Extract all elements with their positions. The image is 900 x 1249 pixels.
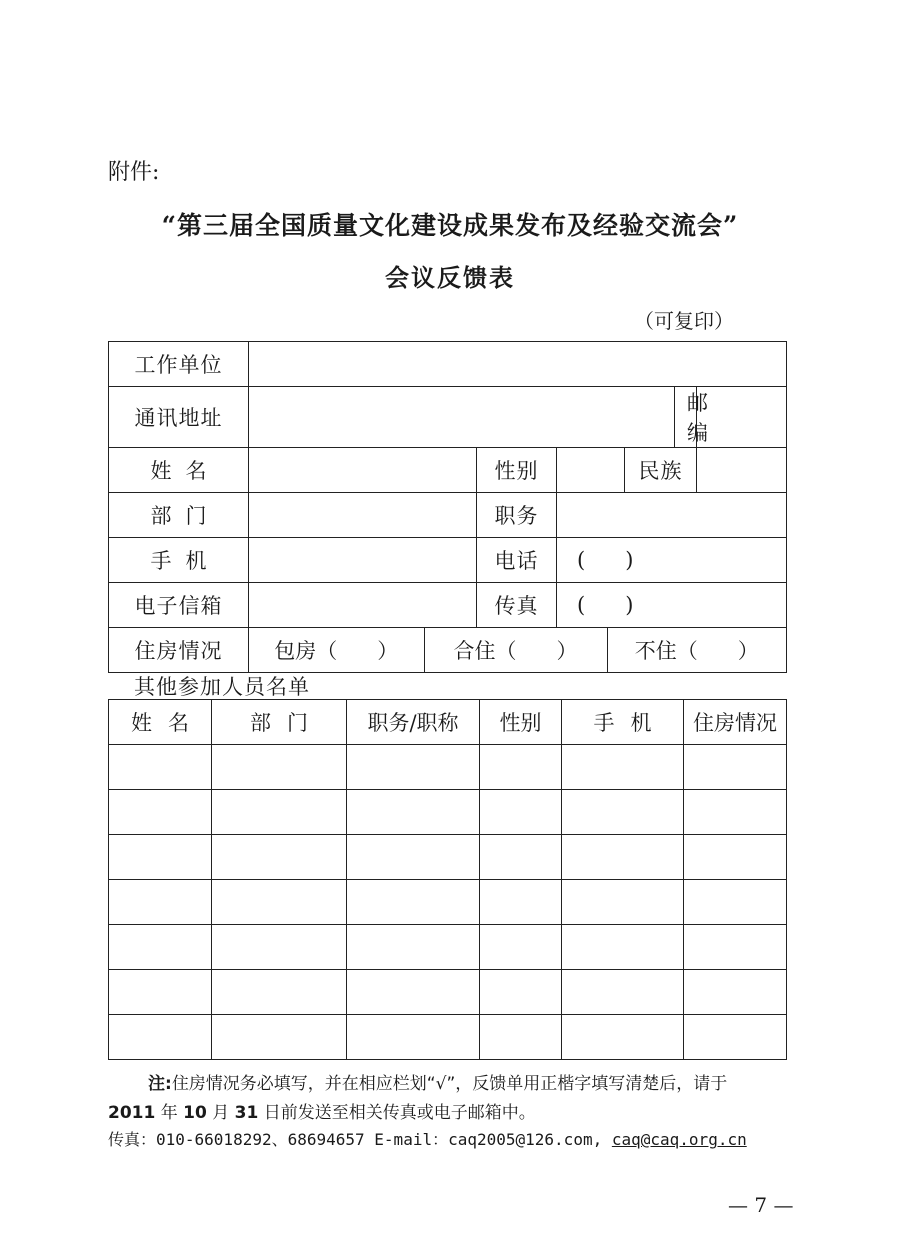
work-unit-field[interactable] [249, 342, 787, 387]
department-field[interactable] [249, 493, 477, 538]
note-prefix: 注: [148, 1074, 172, 1094]
form-row-address [109, 387, 787, 448]
col-header-mobile: 手机 [562, 700, 684, 745]
mobile-label: 手机 [109, 538, 249, 583]
page-number: — 7 — [728, 1193, 794, 1217]
phone-field[interactable] [557, 538, 787, 583]
housing-option-none[interactable]: 不住（ ） [634, 639, 759, 663]
copyable-note: （可复印） [634, 309, 734, 333]
form-row-email [109, 583, 787, 628]
col-header-housing: 住房情况 [684, 700, 787, 745]
close-paren: ) [625, 548, 634, 572]
form-row-work-unit [109, 342, 787, 387]
department-label: 部门 [109, 493, 249, 538]
phone-label: 电话 [477, 538, 557, 583]
other-attendees-label: 其他参加人员名单 [134, 675, 310, 699]
col-header-name: 姓名 [109, 700, 212, 745]
form-row-department [109, 493, 787, 538]
fax-field[interactable] [557, 583, 787, 628]
col-header-department: 部门 [212, 700, 347, 745]
housing-option-suite[interactable]: 包房（ ） [249, 628, 424, 672]
email-field[interactable] [249, 583, 477, 628]
position-field[interactable] [557, 493, 787, 538]
note-line-2: 2011 年 10 月 31 日前发送至相关传真或电子邮箱中。 [108, 1103, 536, 1123]
gender-field[interactable] [557, 448, 625, 493]
registration-form-table [108, 341, 787, 673]
contact-text: 传真：010-66018292、68694657 E-mail：caq2005@126.com, [108, 1130, 603, 1149]
address-label: 通讯地址 [109, 387, 249, 448]
table-row [109, 925, 787, 970]
col-header-gender: 性别 [480, 700, 562, 745]
form-row-mobile [109, 538, 787, 583]
col-header-title: 职务/职称 [347, 700, 480, 745]
close-paren: ) [625, 593, 634, 617]
email-label: 电子信箱 [109, 583, 249, 628]
open-paren: ( [577, 548, 586, 572]
open-paren: ( [577, 593, 586, 617]
attachment-label: 附件: [108, 160, 160, 185]
ethnicity-label: 民族 [625, 448, 697, 493]
name-label: 姓名 [109, 448, 249, 493]
other-attendees-table [108, 699, 787, 1060]
housing-option-shared[interactable]: 合住（ ） [424, 628, 607, 672]
work-unit-label: 工作单位 [109, 342, 249, 387]
table-row [109, 970, 787, 1015]
table-row [109, 880, 787, 925]
fax-label: 传真 [477, 583, 557, 628]
postcode-label: 邮编 [675, 387, 697, 448]
ethnicity-field[interactable] [697, 448, 787, 493]
table-row [109, 745, 787, 790]
housing-label: 住房情况 [109, 628, 249, 673]
form-row-name [109, 448, 787, 493]
note-line-1 [148, 1069, 727, 1094]
note-text: 住房情况务必填写，并在相应栏划“√”，反馈单用正楷字填写清楚后，请于 [171, 1074, 728, 1094]
table-row [109, 1015, 787, 1060]
gender-label: 性别 [477, 448, 557, 493]
document-subtitle: 会议反馈表 [385, 263, 515, 292]
document-title: “第三届全国质量文化建设成果发布及经验交流会” [161, 211, 739, 240]
name-field[interactable] [249, 448, 477, 493]
table-row [109, 790, 787, 835]
address-field[interactable] [249, 387, 675, 448]
contact-line [108, 1127, 747, 1150]
table-row [109, 835, 787, 880]
email-link[interactable]: caq@caq.org.cn [611, 1130, 747, 1149]
mobile-field[interactable] [249, 538, 477, 583]
form-row-housing [109, 628, 787, 673]
position-label: 职务 [477, 493, 557, 538]
postcode-field[interactable] [697, 387, 787, 448]
attendees-header-row [109, 700, 787, 745]
